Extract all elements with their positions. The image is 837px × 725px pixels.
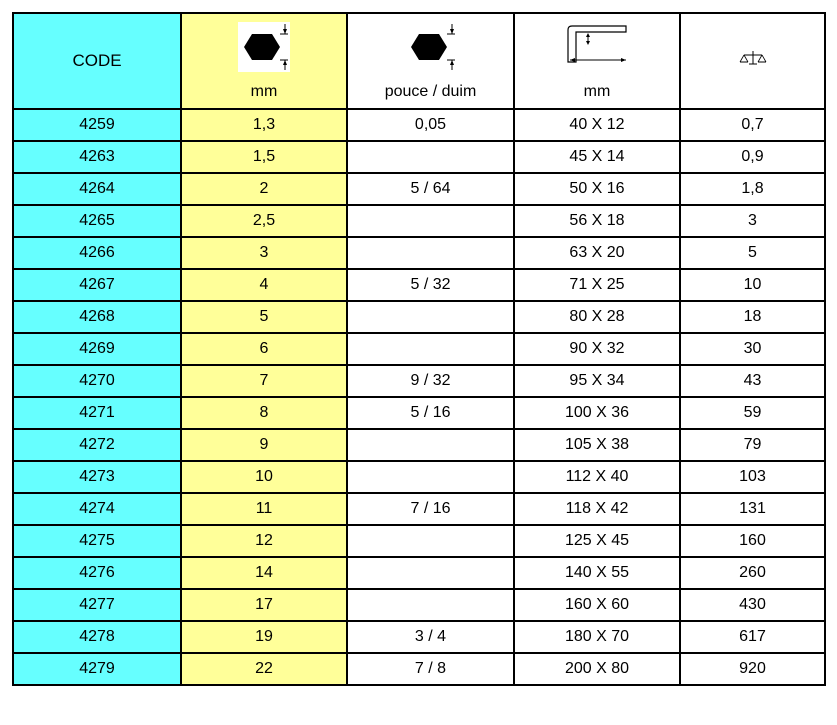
- dimensions-cell: 50 X 16: [514, 173, 680, 205]
- weight-cell: 30: [680, 333, 825, 365]
- header-hex-mm: [181, 13, 347, 109]
- weight-cell: 103: [680, 461, 825, 493]
- hex-mm-cell: 8: [181, 397, 347, 429]
- hex-mm-cell: 22: [181, 653, 347, 685]
- table-row: [13, 269, 825, 301]
- table-row: [13, 461, 825, 493]
- weight-cell: 10: [680, 269, 825, 301]
- table-row: [13, 237, 825, 269]
- weight-cell: 430: [680, 589, 825, 621]
- hex-inch-cell: 5 / 64: [347, 173, 514, 205]
- dimensions-cell: 140 X 55: [514, 557, 680, 589]
- dimensions-cell: 118 X 42: [514, 493, 680, 525]
- hexagon-size-icon: [348, 22, 513, 72]
- hex-mm-cell: 2: [181, 173, 347, 205]
- weight-cell: 5: [680, 237, 825, 269]
- code-cell: 4266: [13, 237, 181, 269]
- hex-inch-cell: [347, 429, 514, 461]
- hex-mm-cell: 1,3: [181, 109, 347, 141]
- hex-mm-cell: 9: [181, 429, 347, 461]
- dimensions-cell: 45 X 14: [514, 141, 680, 173]
- header-code-label: CODE: [72, 50, 122, 70]
- hex-mm-cell: 10: [181, 461, 347, 493]
- header-hex-mm-unit: mm: [250, 83, 278, 100]
- hex-inch-cell: [347, 557, 514, 589]
- dimensions-cell: 90 X 32: [514, 333, 680, 365]
- header-dimensions-unit: mm: [583, 83, 611, 100]
- hex-mm-cell: 6: [181, 333, 347, 365]
- code-cell: 4269: [13, 333, 181, 365]
- hex-inch-cell: [347, 141, 514, 173]
- table-row: [13, 493, 825, 525]
- dimensions-cell: 95 X 34: [514, 365, 680, 397]
- code-cell: 4264: [13, 173, 181, 205]
- code-cell: 4275: [13, 525, 181, 557]
- header-dimensions: [514, 13, 680, 109]
- hex-mm-cell: 5: [181, 301, 347, 333]
- code-cell: 4259: [13, 109, 181, 141]
- code-cell: 4274: [13, 493, 181, 525]
- weight-cell: 79: [680, 429, 825, 461]
- table-row: [13, 525, 825, 557]
- code-cell: 4279: [13, 653, 181, 685]
- code-cell: 4271: [13, 397, 181, 429]
- code-cell: 4267: [13, 269, 181, 301]
- hex-inch-cell: 0,05: [347, 109, 514, 141]
- l-key-dimensions-icon: [515, 22, 679, 70]
- header-row: [13, 13, 825, 109]
- table-row: [13, 621, 825, 653]
- table-row: [13, 301, 825, 333]
- table-row: [13, 653, 825, 685]
- dimensions-cell: 71 X 25: [514, 269, 680, 301]
- code-cell: 4276: [13, 557, 181, 589]
- weight-cell: 0,7: [680, 109, 825, 141]
- table-header: [13, 13, 825, 109]
- header-weight: [680, 13, 825, 109]
- hex-inch-cell: 9 / 32: [347, 365, 514, 397]
- hex-mm-cell: 4: [181, 269, 347, 301]
- hex-mm-cell: 2,5: [181, 205, 347, 237]
- hex-mm-cell: 19: [181, 621, 347, 653]
- hex-mm-cell: 7: [181, 365, 347, 397]
- hex-mm-cell: 17: [181, 589, 347, 621]
- code-cell: 4277: [13, 589, 181, 621]
- dimensions-cell: 112 X 40: [514, 461, 680, 493]
- code-cell: 4270: [13, 365, 181, 397]
- hex-mm-cell: 1,5: [181, 141, 347, 173]
- hex-inch-cell: 5 / 32: [347, 269, 514, 301]
- code-cell: 4278: [13, 621, 181, 653]
- header-code: [13, 13, 181, 109]
- weight-cell: 18: [680, 301, 825, 333]
- weight-cell: 0,9: [680, 141, 825, 173]
- hex-mm-cell: 11: [181, 493, 347, 525]
- hex-mm-cell: 12: [181, 525, 347, 557]
- weight-cell: 3: [680, 205, 825, 237]
- header-hex-inch: [347, 13, 514, 109]
- hex-inch-cell: [347, 333, 514, 365]
- weight-cell: 617: [680, 621, 825, 653]
- table-row: [13, 141, 825, 173]
- hexagon-size-icon: [182, 22, 346, 72]
- dimensions-cell: 125 X 45: [514, 525, 680, 557]
- table-row: [13, 429, 825, 461]
- dimensions-cell: 100 X 36: [514, 397, 680, 429]
- table-row: [13, 365, 825, 397]
- hex-inch-cell: 7 / 8: [347, 653, 514, 685]
- weight-cell: 920: [680, 653, 825, 685]
- dimensions-cell: 105 X 38: [514, 429, 680, 461]
- code-cell: 4268: [13, 301, 181, 333]
- hex-inch-cell: [347, 237, 514, 269]
- code-cell: 4272: [13, 429, 181, 461]
- dimensions-cell: 80 X 28: [514, 301, 680, 333]
- table-row: [13, 557, 825, 589]
- hex-inch-cell: 5 / 16: [347, 397, 514, 429]
- dimensions-cell: 40 X 12: [514, 109, 680, 141]
- table-row: [13, 397, 825, 429]
- code-cell: 4263: [13, 141, 181, 173]
- weight-cell: 131: [680, 493, 825, 525]
- hex-inch-cell: [347, 589, 514, 621]
- hex-inch-cell: [347, 461, 514, 493]
- hex-mm-cell: 3: [181, 237, 347, 269]
- dimensions-cell: 160 X 60: [514, 589, 680, 621]
- hex-inch-cell: [347, 525, 514, 557]
- hex-inch-cell: 7 / 16: [347, 493, 514, 525]
- weight-cell: 59: [680, 397, 825, 429]
- hex-mm-cell: 14: [181, 557, 347, 589]
- table-body: [13, 109, 825, 685]
- code-cell: 4273: [13, 461, 181, 493]
- weight-cell: 43: [680, 365, 825, 397]
- hex-inch-cell: 3 / 4: [347, 621, 514, 653]
- balance-scale-icon: [681, 50, 824, 66]
- table-row: [13, 205, 825, 237]
- table-row: [13, 109, 825, 141]
- hex-inch-cell: [347, 205, 514, 237]
- dimensions-cell: 56 X 18: [514, 205, 680, 237]
- table-row: [13, 173, 825, 205]
- weight-cell: 160: [680, 525, 825, 557]
- code-cell: 4265: [13, 205, 181, 237]
- header-hex-inch-unit: pouce / duim: [384, 83, 477, 100]
- dimensions-cell: 180 X 70: [514, 621, 680, 653]
- hex-inch-cell: [347, 301, 514, 333]
- table-row: [13, 333, 825, 365]
- dimensions-cell: 63 X 20: [514, 237, 680, 269]
- weight-cell: 1,8: [680, 173, 825, 205]
- weight-cell: 260: [680, 557, 825, 589]
- table-row: [13, 589, 825, 621]
- product-spec-table: [12, 12, 826, 686]
- dimensions-cell: 200 X 80: [514, 653, 680, 685]
